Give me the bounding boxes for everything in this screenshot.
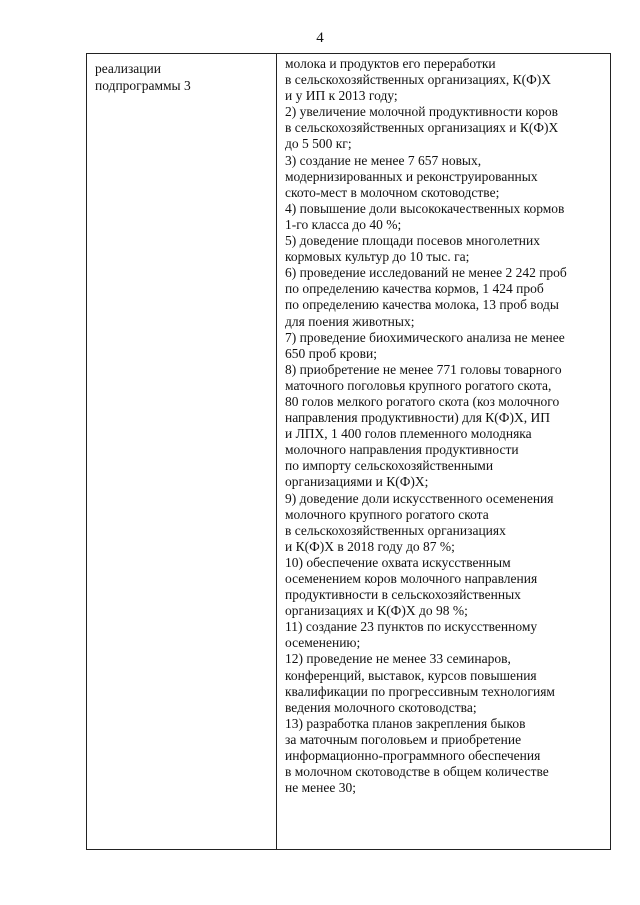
subprogram-label-cell: [95, 60, 275, 94]
text-line: по определению качества молока, 13 проб воды: [285, 297, 559, 313]
text-line: не менее 30;: [285, 780, 356, 796]
program-table: [86, 53, 611, 850]
text-line: 650 проб крови;: [285, 345, 378, 361]
text-line: 10) обеспечение охвата искусственным: [285, 554, 511, 570]
text-line: маточного поголовья крупного рогатого скота,: [285, 377, 552, 393]
text-line: 7) проведение биохимического анализа не менее: [285, 329, 565, 345]
text-line: и у ИП к 2013 году;: [285, 88, 398, 104]
text-line: модернизированных и реконструированных: [285, 168, 538, 184]
expected-results-cell: [285, 56, 607, 796]
text-line: 80 голов мелкого рогатого скота (коз молочного: [285, 393, 560, 409]
text-line: осеменению;: [285, 635, 361, 651]
text-line: 12) проведение не менее 33 семинаров,: [285, 651, 511, 667]
text-line: 8) приобретение не менее 771 головы товарного: [285, 361, 562, 377]
text-line: 1-го класса до 40 %;: [285, 216, 402, 232]
column-divider: [276, 54, 277, 849]
text-line: осеменением коров молочного направления: [285, 571, 538, 586]
text-line: молока и продуктов его переработки: [285, 56, 496, 71]
text-line: 2) увеличение молочной продуктивности коров: [285, 104, 558, 120]
text-line: конференций, выставок, курсов повышения: [285, 667, 537, 683]
text-line: квалификации по прогрессивным технологиям: [285, 683, 555, 699]
text-line: за маточным поголовьем и приобретение: [285, 731, 522, 747]
text-line: в молочном скотоводстве в общем количестве: [285, 764, 549, 780]
text-line: и К(Ф)Х в 2018 году до 87 %;: [285, 538, 455, 554]
text-line: 11) создание 23 пунктов по искусственному: [285, 619, 538, 635]
text-line: молочного направления продуктивности: [285, 442, 519, 458]
text-line: 6) проведение исследований не менее 2 242 проб: [285, 265, 567, 281]
text-line: 4) повышение доли высококачественных кормов: [285, 200, 565, 216]
text-line: кормовых культур до 10 тыс. га;: [285, 249, 470, 265]
text-line: по импорту сельскохозяйственными: [285, 458, 494, 474]
text-line: для поения животных;: [285, 313, 415, 329]
text-line: организациями и К(Ф)Х;: [285, 474, 429, 490]
text-line: ведения молочного скотоводства;: [285, 699, 477, 715]
text-line: ското-мест в молочном скотоводстве;: [285, 184, 500, 200]
text-line: до 5 500 кг;: [285, 136, 352, 152]
text-line: информационно-программного обеспечения: [285, 748, 541, 764]
text-line: и ЛПХ, 1 400 голов племенного молодняка: [285, 426, 532, 442]
text-line: в сельскохозяйственных организациях, К(Ф)Х: [285, 72, 552, 88]
text-line: 5) доведение площади посевов многолетних: [285, 233, 540, 249]
text-line: продуктивности в сельскохозяйственных: [285, 587, 521, 603]
text-line: подпрограммы 3: [95, 78, 191, 93]
text-line: 13) разработка планов закрепления быков: [285, 715, 526, 731]
text-line: реализации: [95, 61, 161, 76]
text-line: направления продуктивности) для К(Ф)Х, ИП: [285, 410, 550, 426]
text-line: 3) создание не менее 7 657 новых,: [285, 152, 482, 168]
text-line: по определению качества кормов, 1 424 проб: [285, 281, 544, 297]
text-line: в сельскохозяйственных организациях: [285, 522, 506, 538]
text-line: 9) доведение доли искусственного осеменения: [285, 490, 554, 506]
page-number: 4: [316, 30, 324, 46]
text-line: молочного крупного рогатого скота: [285, 506, 489, 522]
text-line: организациях и К(Ф)Х до 98 %;: [285, 603, 468, 619]
text-line: в сельскохозяйственных организациях и К(Ф)Х: [285, 120, 559, 136]
